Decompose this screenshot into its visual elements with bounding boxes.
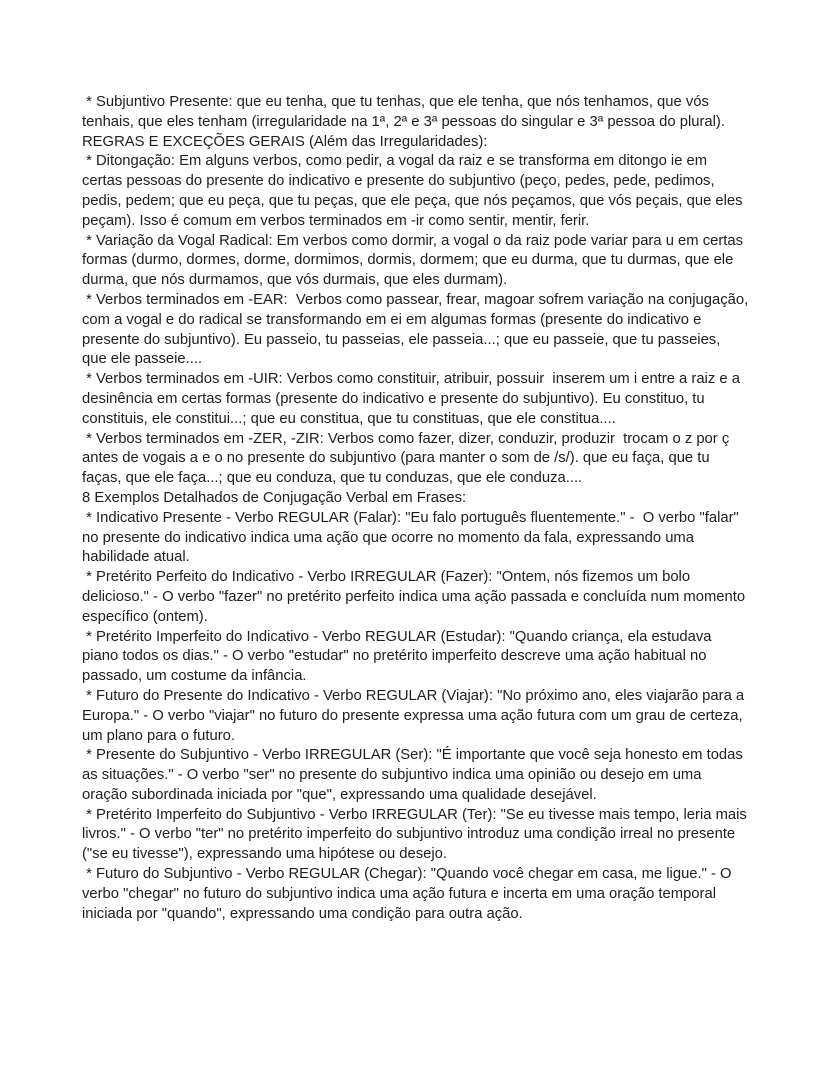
- paragraph: * Indicativo Presente - Verbo REGULAR (Falar): "Eu falo português fluentemente." - O verbo "falar" no presente do indicativo indica uma ação que ocorre no momento da fala, expressando uma habilidade atual.: [82, 509, 743, 566]
- paragraph: * Ditongação: Em alguns verbos, como pedir, a vogal da raiz e se transforma em ditongo ie em certas pessoas do presente do indicativo e presente do subjuntivo (peço, pedes, pede, pedimos, pedis, pedem; que eu peça, que tu peças, que ele peça, que nós peçamos, que vós peçais, que eles peçam). Isso é comum em verbos terminados em -ir como sentir, mentir, ferir.: [82, 153, 747, 229]
- paragraph: * Pretérito Perfeito do Indicativo - Verbo IRREGULAR (Fazer): "Ontem, nós fizemos um bolo delicioso." - O verbo "fazer" no pretérito perfeito indica uma ação passada e concluída num momento específico (ontem).: [82, 569, 750, 625]
- paragraph: * Pretérito Imperfeito do Indicativo - Verbo REGULAR (Estudar): "Quando criança, ela estudava piano todos os dias." - O verbo "estudar" no pretérito imperfeito descreve uma ação habitual no passado, um costume da infância.: [82, 628, 716, 685]
- paragraph: * Subjuntivo Presente: que eu tenha, que tu tenhas, que ele tenha, que nós tenhamos, que vós tenhais, que eles tenham (irregularidade na 1ª, 2ª e 3ª pessoas do singular e 3ª pessoa do plural).: [82, 94, 725, 130]
- document-content: [82, 93, 753, 924]
- paragraph: * Futuro do Subjuntivo - Verbo REGULAR (Chegar): "Quando você chegar em casa, me ligue." - O verbo "chegar" no futuro do subjuntivo indica uma ação futura e incerta em uma oração temporal iniciada por "quando", expressando uma condição para outra ação.: [82, 866, 736, 922]
- paragraph: * Futuro do Presente do Indicativo - Verbo REGULAR (Viajar): "No próximo ano, eles viajarão para a Europa." - O verbo "viajar" no futuro do presente expressa uma ação futura com um grau de certeza, um plano para o futuro.: [82, 687, 749, 744]
- paragraph: * Pretérito Imperfeito do Subjuntivo - Verbo IRREGULAR (Ter): "Se eu tivesse mais tempo, leria mais livros." - O verbo "ter" no pretérito imperfeito do subjuntivo introduz uma condição irreal no presente ("se eu tivesse"), expressando uma hipótese ou desejo.: [82, 806, 751, 863]
- paragraph: * Verbos terminados em -EAR: Verbos como passear, frear, magoar sofrem variação na conjugação, com a vogal e do radical se transformando em ei em algumas formas (presente do indicativo e presente do subjuntivo). Eu passeio, tu passeias, ele passeia...; que eu passeie, que tu passeies, que ele passeie....: [82, 291, 753, 368]
- paragraph: REGRAS E EXCEÇÕES GERAIS (Além das Irregularidades):: [82, 133, 488, 150]
- paragraph: * Presente do Subjuntivo - Verbo IRREGULAR (Ser): "É importante que você seja honesto em todas as situações." - O verbo "ser" no presente do subjuntivo indica uma opinião ou desejo em uma oração subordinada iniciada por "que", expressando uma qualidade desejável.: [82, 747, 747, 803]
- paragraph: 8 Exemplos Detalhados de Conjugação Verbal em Frases:: [82, 489, 467, 506]
- paragraph: * Verbos terminados em -UIR: Verbos como constituir, atribuir, possuir inserem um i entre a raiz e a desinência em certas formas (presente do indicativo e presente do subjuntivo). Eu constituo, tu constituis, ele constitui...; que eu constitua, que tu constituas, que ele constitua....: [82, 371, 745, 427]
- paragraph: * Variação da Vogal Radical: Em verbos como dormir, a vogal o da raiz pode variar para u em certas formas (durmo, dormes, dorme, dormimos, dormis, dormem; que eu durma, que tu durmas, que ele durma, que nós durmamos, que vós durmais, que eles durmam).: [82, 232, 748, 289]
- paragraph: * Verbos terminados em -ZER, -ZIR: Verbos como fazer, dizer, conduzir, produzir trocam o z por ç antes de vogais a e o no presente do subjuntivo (para manter o som de /s/). que eu faça, que tu faças, que ele faça...; que eu conduza, que tu conduzas, que ele conduza....: [82, 430, 734, 487]
